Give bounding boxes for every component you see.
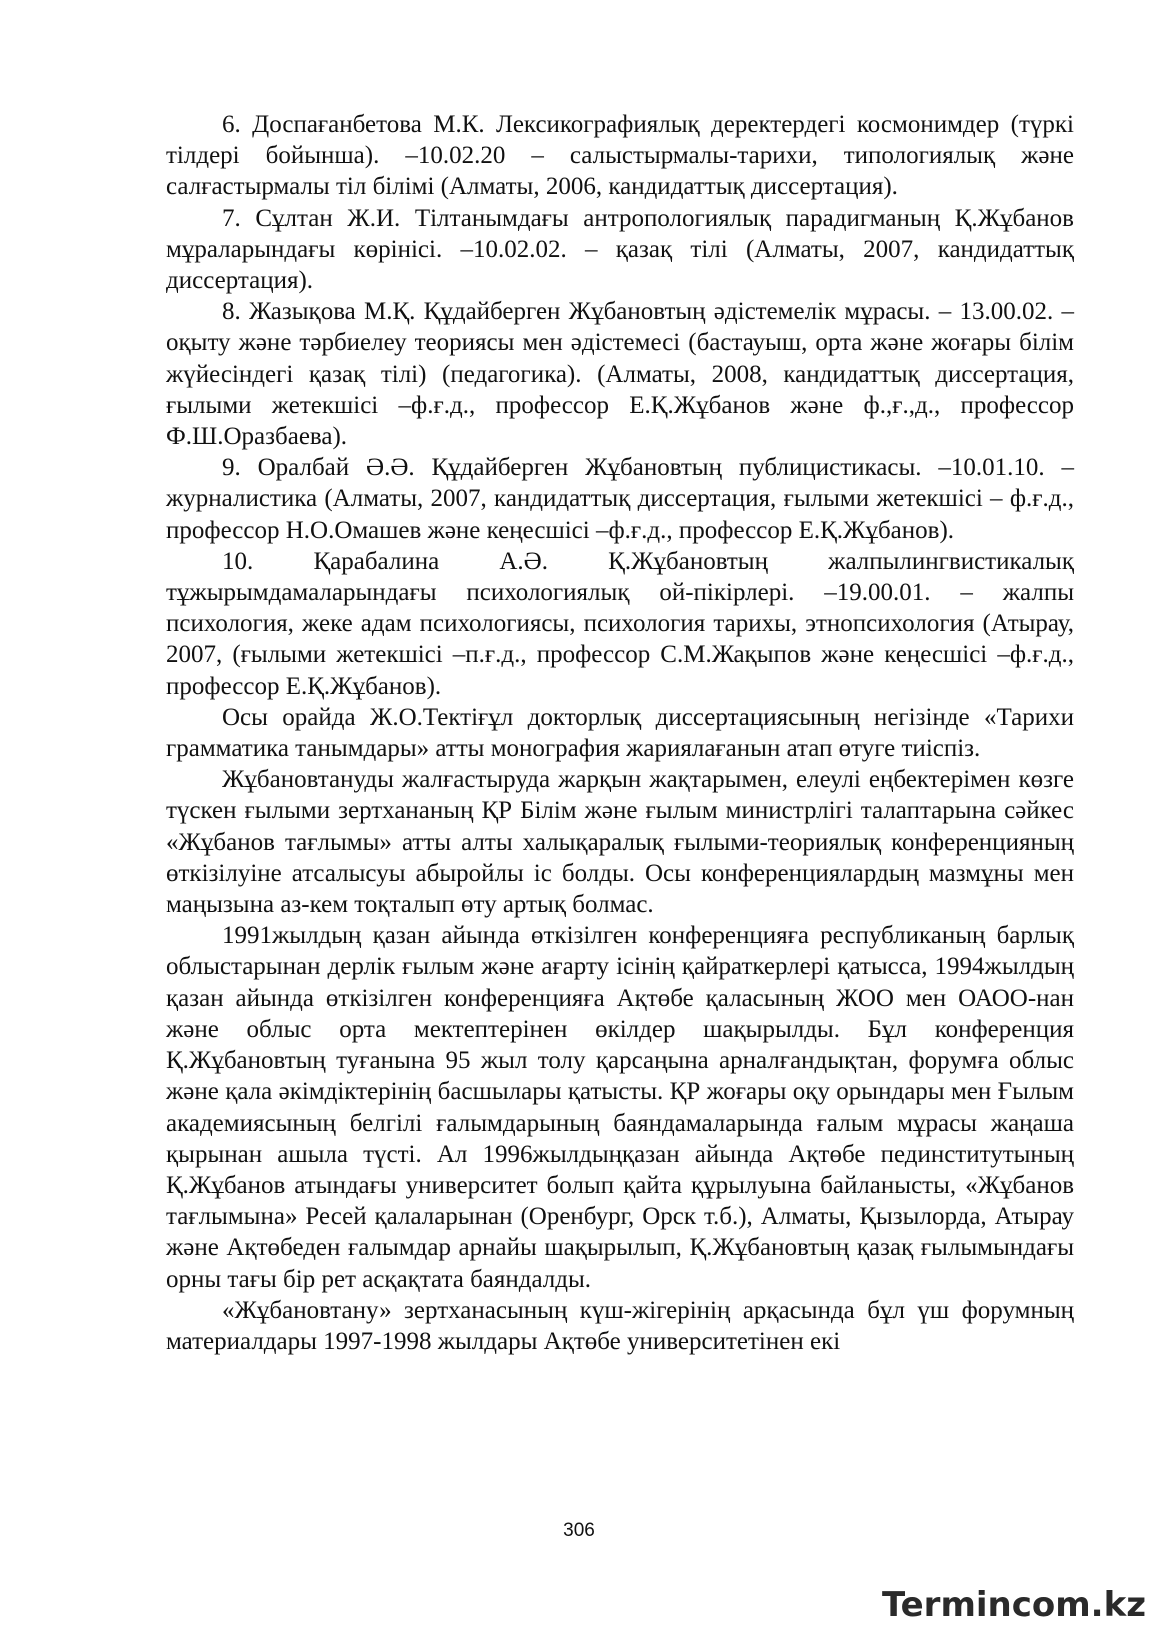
paragraph-4: 9. Оралбай Ә.Ә. Құдайберген Жұбановтың публицистикасы. –10.01.10. – журналистика (Алматы, 2007, кандидаттық диссертация, ғылыми жетекшісі – ф.ғ.д., профессор Н.О.Омашев және кеңесшісі –ф.ғ.д., профессор Е.Қ.Жұбанов). bbox=[166, 454, 1074, 544]
paragraph-5: 10. Қарабалина А.Ә. Қ.Жұбановтың жалпылингвистикалық тұжырымдамаларындағы психологиялық ой-пікірлері. –19.00.01. – жалпы психология, жеке адам психологиясы, психология тарихы, этнопсихология (Атырау, 2007, (ғылыми жетекшісі –п.ғ.д., профессор С.М.Жақыпов және кеңесшісі –ф.ғ.д., профессор Е.Қ.Жұбанов). bbox=[166, 547, 1074, 700]
paragraph-6: Осы орайда Ж.О.Тектіғұл докторлық диссертациясының негізінде «Тарихи грамматика танымдары» атты монография жариялағанын атап өтуге тиіспіз. bbox=[166, 703, 1074, 763]
page-number: 306 bbox=[563, 1520, 595, 1541]
paragraph-7: Жұбановтануды жалғастыруда жарқын жақтарымен, елеулі еңбектерімен көзге түскен ғылыми зертхананың ҚР Білім және ғылым министрлігі талаптарына сәйкес «Жұбанов тағлымы» атты алты халықаралық ғылыми-теориялық конференцияның өткізілуіне атсалысуы абыройлы іс болды. Осы конференциялардың мазмұны мен маңызына аз-кем тоқталып өту артық болмас. bbox=[166, 766, 1074, 919]
body-text bbox=[166, 109, 1074, 1357]
site-watermark: Termincom.kz bbox=[881, 1585, 1146, 1625]
paragraph-8: 1991жылдың қазан айында өткізілген конференцияға республиканың барлық облыстарынан дерлік ғылым және ағарту ісінің қайраткерлері қатысса, 1994жылдың қазан айында өткізілген конференцияға Ақтөбе қаласының ЖОО мен ОАОО-нан және облыс орта мектептерінен өкілдер шақырылды. Бұл конференция Қ.Жұбановтың туғанына 95 жыл толу қарсаңына арналғандықтан, форумға облыс және қала әкімдіктерінің басшылары қатысты. ҚР жоғары оқу орындары мен Ғылым академиясының белгілі ғалымдарының баяндамаларында ғалым мұрасы жаңаша қырынан ашыла түсті. Ал 1996жылдыңқазан айында Ақтөбе пединститутының Қ.Жұбанов атындағы университет болып қайта құрылуына байланысты, «Жұбанов тағлымына» Ресей қалаларынан (Оренбург, Орск т.б.), Алматы, Қызылорда, Атырау және Ақтөбеден ғалымдар арнайы шақырылып, Қ.Жұбановтың қазақ ғылымындағы орны тағы бір рет асқақтата баяндалды. bbox=[166, 922, 1074, 1293]
paragraph-9: «Жұбановтану» зертханасының күш-жігерінің арқасында бұл үш форумның материалдары 1997-1998 жылдары Ақтөбе университетінен екі bbox=[166, 1296, 1074, 1355]
paragraph-3: 8. Жазықова М.Қ. Құдайберген Жұбановтың әдістемелік мұрасы. – 13.00.02. – оқыту және тәрбиелеу теориясы мен әдістемесі (бастауыш, орта және жоғары білім жүйесіндегі қазақ тілі) (педагогика). (Алматы, 2008, кандидаттық диссертация, ғылыми жетекшісі –ф.ғ.д., профессор Е.Қ.Жұбанов және ф.,ғ.,д., профессор Ф.Ш.Оразбаева). bbox=[166, 298, 1074, 451]
paragraph-1: 6. Доспағанбетова М.К. Лексикографиялық деректердегі космонимдер (түркі тілдері бойынша). –10.02.20 – салыстырмалы-тарихи, типологиялық және салғастырмалы тіл білімі (Алматы, 2006, кандидаттық диссертация). bbox=[166, 111, 1074, 201]
paragraph-2: 7. Сұлтан Ж.И. Тілтанымдағы антропологиялық парадигманың Қ.Жұбанов мұраларындағы көрінісі. –10.02.02. – қазақ тілі (Алматы, 2007, кандидаттық диссертация). bbox=[166, 204, 1074, 295]
